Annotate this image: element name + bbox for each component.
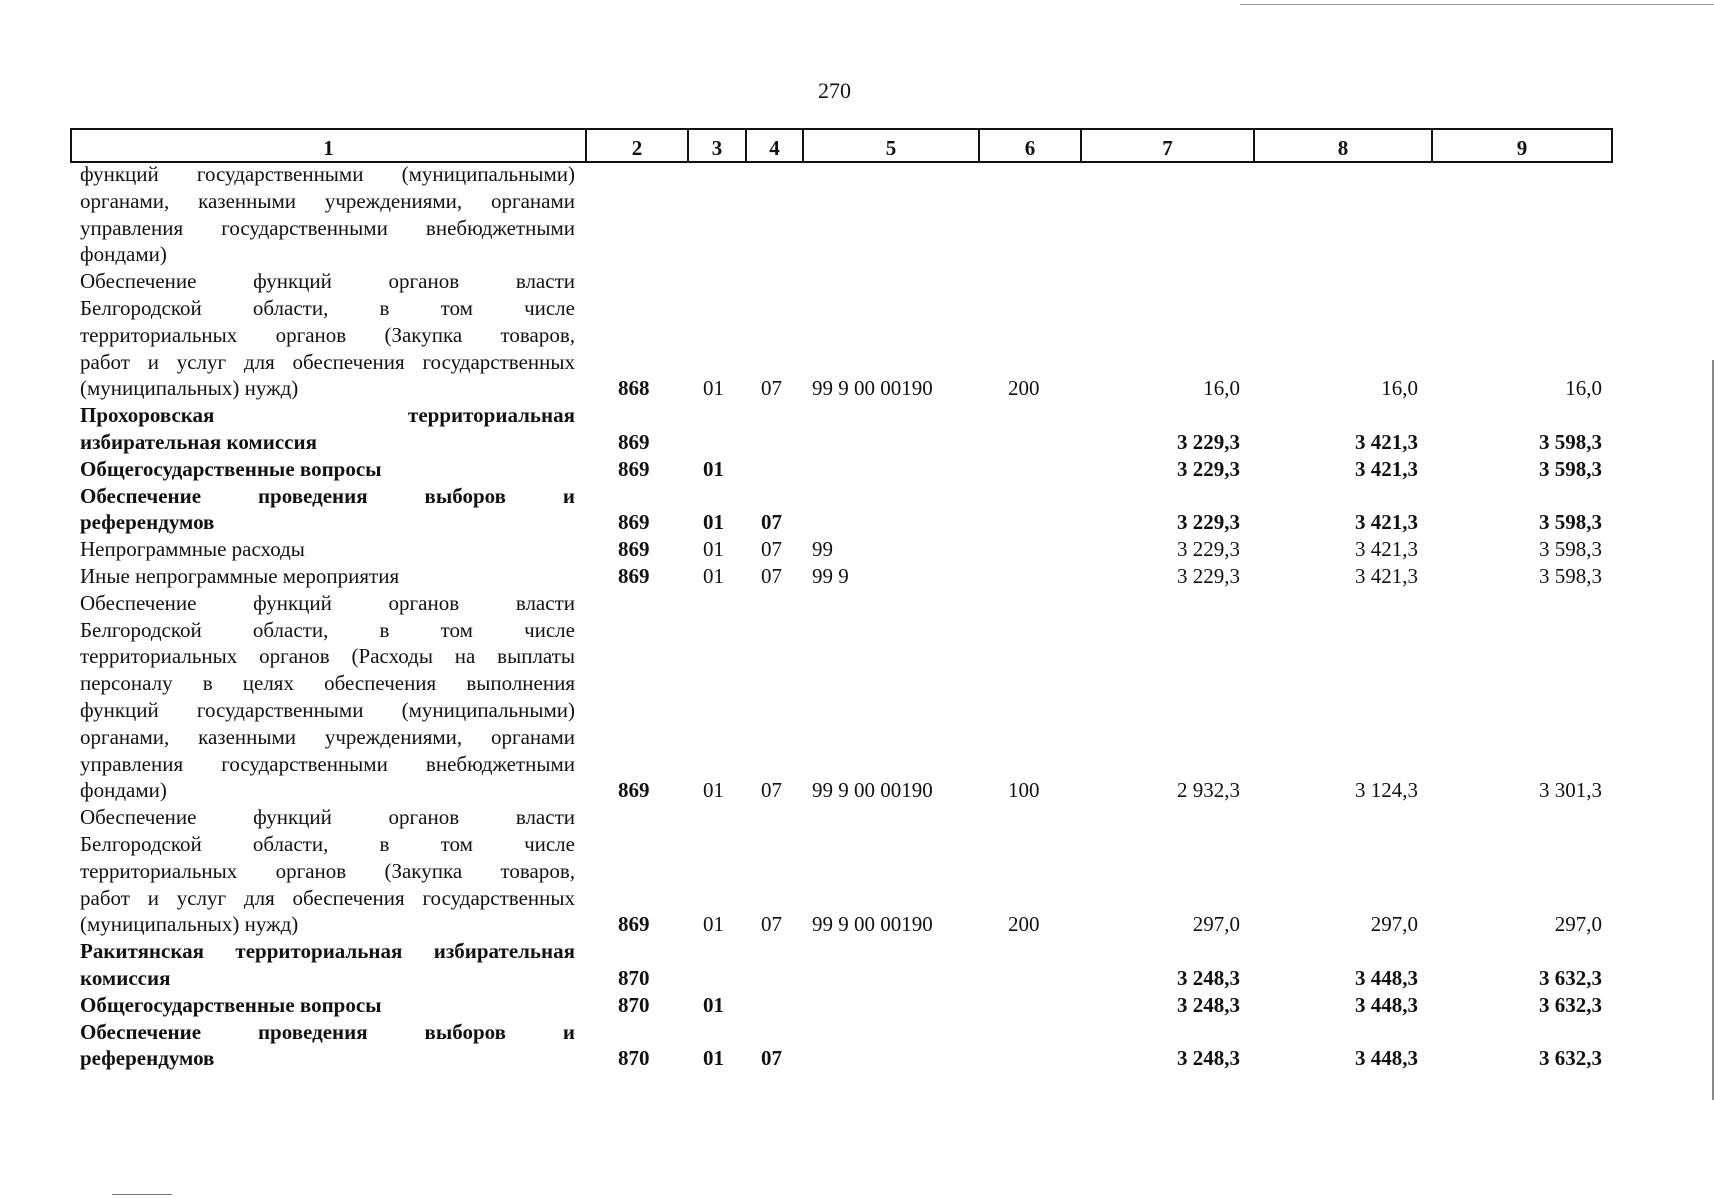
cell-column-5: 99 9 [812,563,849,588]
cell-column-2: 870 [618,992,650,1017]
cell-column-8: 3 421,3 [1355,429,1418,454]
cell-column-7: 3 248,3 [1177,992,1240,1017]
cell-column-4: 07 [761,563,782,588]
description-line: управления государственными внебюджетными [80,215,575,240]
cell-column-3: 01 [703,563,724,588]
row-description [80,483,575,537]
row-description [80,563,575,590]
cell-column-9: 3 632,3 [1539,1046,1602,1071]
table-row [0,268,1714,402]
description-line: Прохоровская территориальная [80,403,575,428]
cell-column-9: 3 598,3 [1539,510,1602,535]
column-header-table [70,128,1613,163]
cell-column-2: 869 [618,778,650,803]
description-line: территориальных органов (Закупка товаров, [80,858,575,883]
description-line: органами, казенными учреждениями, органами [80,188,575,213]
cell-column-9: 3 632,3 [1539,965,1602,990]
cell-column-8: 3 124,3 [1355,778,1418,803]
row-description [80,536,575,563]
cell-column-9: 3 598,3 [1539,537,1602,562]
cell-column-8: 3 421,3 [1355,563,1418,588]
scan-footer-mark [112,1194,172,1195]
cell-column-7: 3 229,3 [1177,510,1240,535]
description-line: комиссия [80,965,171,990]
cell-column-8: 3 448,3 [1355,965,1418,990]
table-row [0,483,1714,537]
cell-column-4: 07 [761,537,782,562]
cell-column-2: 869 [618,537,650,562]
cell-column-8: 3 448,3 [1355,992,1418,1017]
cell-column-9: 297,0 [1554,912,1602,937]
description-line: Непрограммные расходы [80,537,305,562]
description-line: Обеспечение функций органов власти [80,269,575,294]
cell-column-6: 200 [1008,376,1040,401]
cell-column-3: 01 [703,1046,724,1071]
cell-column-8: 3 448,3 [1355,1046,1418,1071]
description-line: (муниципальных) нужд) [80,376,299,401]
description-line: избирательная комиссия [80,429,317,454]
cell-column-4: 07 [761,510,782,535]
table-row [0,161,1714,268]
description-line: территориальных органов (Расходы на выплаты [80,644,575,669]
cell-column-5: 99 9 00 00190 [812,376,933,401]
table-row [0,1019,1714,1073]
column-header-2: 2 [586,129,688,162]
cell-column-9: 3 632,3 [1539,992,1602,1017]
row-description [80,161,575,268]
description-line: Общегосударственные вопросы [80,992,382,1017]
column-header-5: 5 [803,129,979,162]
cell-column-2: 869 [618,429,650,454]
cell-column-2: 869 [618,456,650,481]
row-description [80,1019,575,1073]
cell-column-7: 2 932,3 [1177,778,1240,803]
table-row [0,456,1714,483]
cell-column-2: 869 [618,510,650,535]
row-description [80,456,575,483]
table-row [0,992,1714,1019]
cell-column-4: 07 [761,912,782,937]
table-row [0,402,1714,456]
description-line: территориальных органов (Закупка товаров, [80,322,575,347]
description-line: фондами) [80,778,167,803]
description-line: Обеспечение проведения выборов и [80,483,575,508]
cell-column-4: 07 [761,376,782,401]
cell-column-7: 3 248,3 [1177,1046,1240,1071]
cell-column-3: 01 [703,376,724,401]
row-description [80,938,575,992]
table-row [0,563,1714,590]
cell-column-7: 3 248,3 [1177,965,1240,990]
cell-column-9: 3 301,3 [1539,778,1602,803]
cell-column-7: 3 229,3 [1177,537,1240,562]
cell-column-6: 100 [1008,778,1040,803]
description-line: персоналу в целях обеспечения выполнения [80,671,575,696]
table-row [0,536,1714,563]
row-description [80,992,575,1019]
scan-edge-top [1240,4,1714,5]
cell-column-3: 01 [703,992,724,1017]
cell-column-5: 99 9 00 00190 [812,912,933,937]
cell-column-8: 297,0 [1370,912,1418,937]
cell-column-8: 3 421,3 [1355,537,1418,562]
row-description [80,268,575,402]
description-line: Обеспечение функций органов власти [80,805,575,830]
description-line: Обеспечение проведения выборов и [80,1019,575,1044]
cell-column-3: 01 [703,456,724,481]
cell-column-9: 3 598,3 [1539,563,1602,588]
description-line: Общегосударственные вопросы [80,456,382,481]
cell-column-2: 869 [618,563,650,588]
row-description [80,804,575,938]
table-row [0,590,1714,804]
cell-column-7: 3 229,3 [1177,563,1240,588]
description-line: функций государственными (муниципальными) [80,162,575,186]
cell-column-4: 07 [761,778,782,803]
description-line: фондами) [80,242,167,267]
row-description [80,590,575,804]
cell-column-2: 869 [618,912,650,937]
cell-column-3: 01 [703,778,724,803]
description-line: работ и услуг для обеспечения государственных [80,349,575,374]
cell-column-6: 200 [1008,912,1040,937]
cell-column-9: 3 598,3 [1539,456,1602,481]
description-line: функций государственными (муниципальными) [80,697,575,722]
table-row [0,938,1714,992]
cell-column-7: 16,0 [1203,376,1240,401]
cell-column-3: 01 [703,510,724,535]
description-line: референдумов [80,510,215,535]
description-line: Белгородской области, в том числе [80,617,575,642]
cell-column-5: 99 [812,537,833,562]
column-header-7: 7 [1081,129,1254,162]
description-line: (муниципальных) нужд) [80,912,299,937]
page-number: 270 [818,78,851,103]
description-line: референдумов [80,1046,215,1071]
budget-table-body [0,161,1714,1072]
description-line: Белгородской области, в том числе [80,295,575,320]
cell-column-8: 16,0 [1381,376,1418,401]
description-line: органами, казенными учреждениями, органами [80,724,575,749]
description-line: Ракитянская территориальная избирательная [80,939,575,964]
cell-column-7: 297,0 [1192,912,1240,937]
column-header-1: 1 [71,129,586,162]
description-line: управления государственными внебюджетными [80,751,575,776]
column-header-3: 3 [688,129,746,162]
cell-column-4: 07 [761,1046,782,1071]
table-row [0,804,1714,938]
cell-column-9: 3 598,3 [1539,429,1602,454]
cell-column-8: 3 421,3 [1355,510,1418,535]
row-description [80,402,575,456]
cell-column-9: 16,0 [1565,376,1602,401]
cell-column-5: 99 9 00 00190 [812,778,933,803]
column-header-9: 9 [1432,129,1612,162]
cell-column-3: 01 [703,537,724,562]
description-line: Белгородской области, в том числе [80,831,575,856]
column-header-4: 4 [746,129,803,162]
cell-column-7: 3 229,3 [1177,429,1240,454]
cell-column-2: 870 [618,965,650,990]
cell-column-2: 868 [618,376,650,401]
column-header-row [71,129,1612,162]
description-line: Иные непрограммные мероприятия [80,563,400,588]
description-line: Обеспечение функций органов власти [80,590,575,615]
cell-column-8: 3 421,3 [1355,456,1418,481]
description-line: работ и услуг для обеспечения государственных [80,885,575,910]
column-header-8: 8 [1254,129,1432,162]
cell-column-3: 01 [703,912,724,937]
cell-column-2: 870 [618,1046,650,1071]
cell-column-7: 3 229,3 [1177,456,1240,481]
column-header-6: 6 [979,129,1081,162]
